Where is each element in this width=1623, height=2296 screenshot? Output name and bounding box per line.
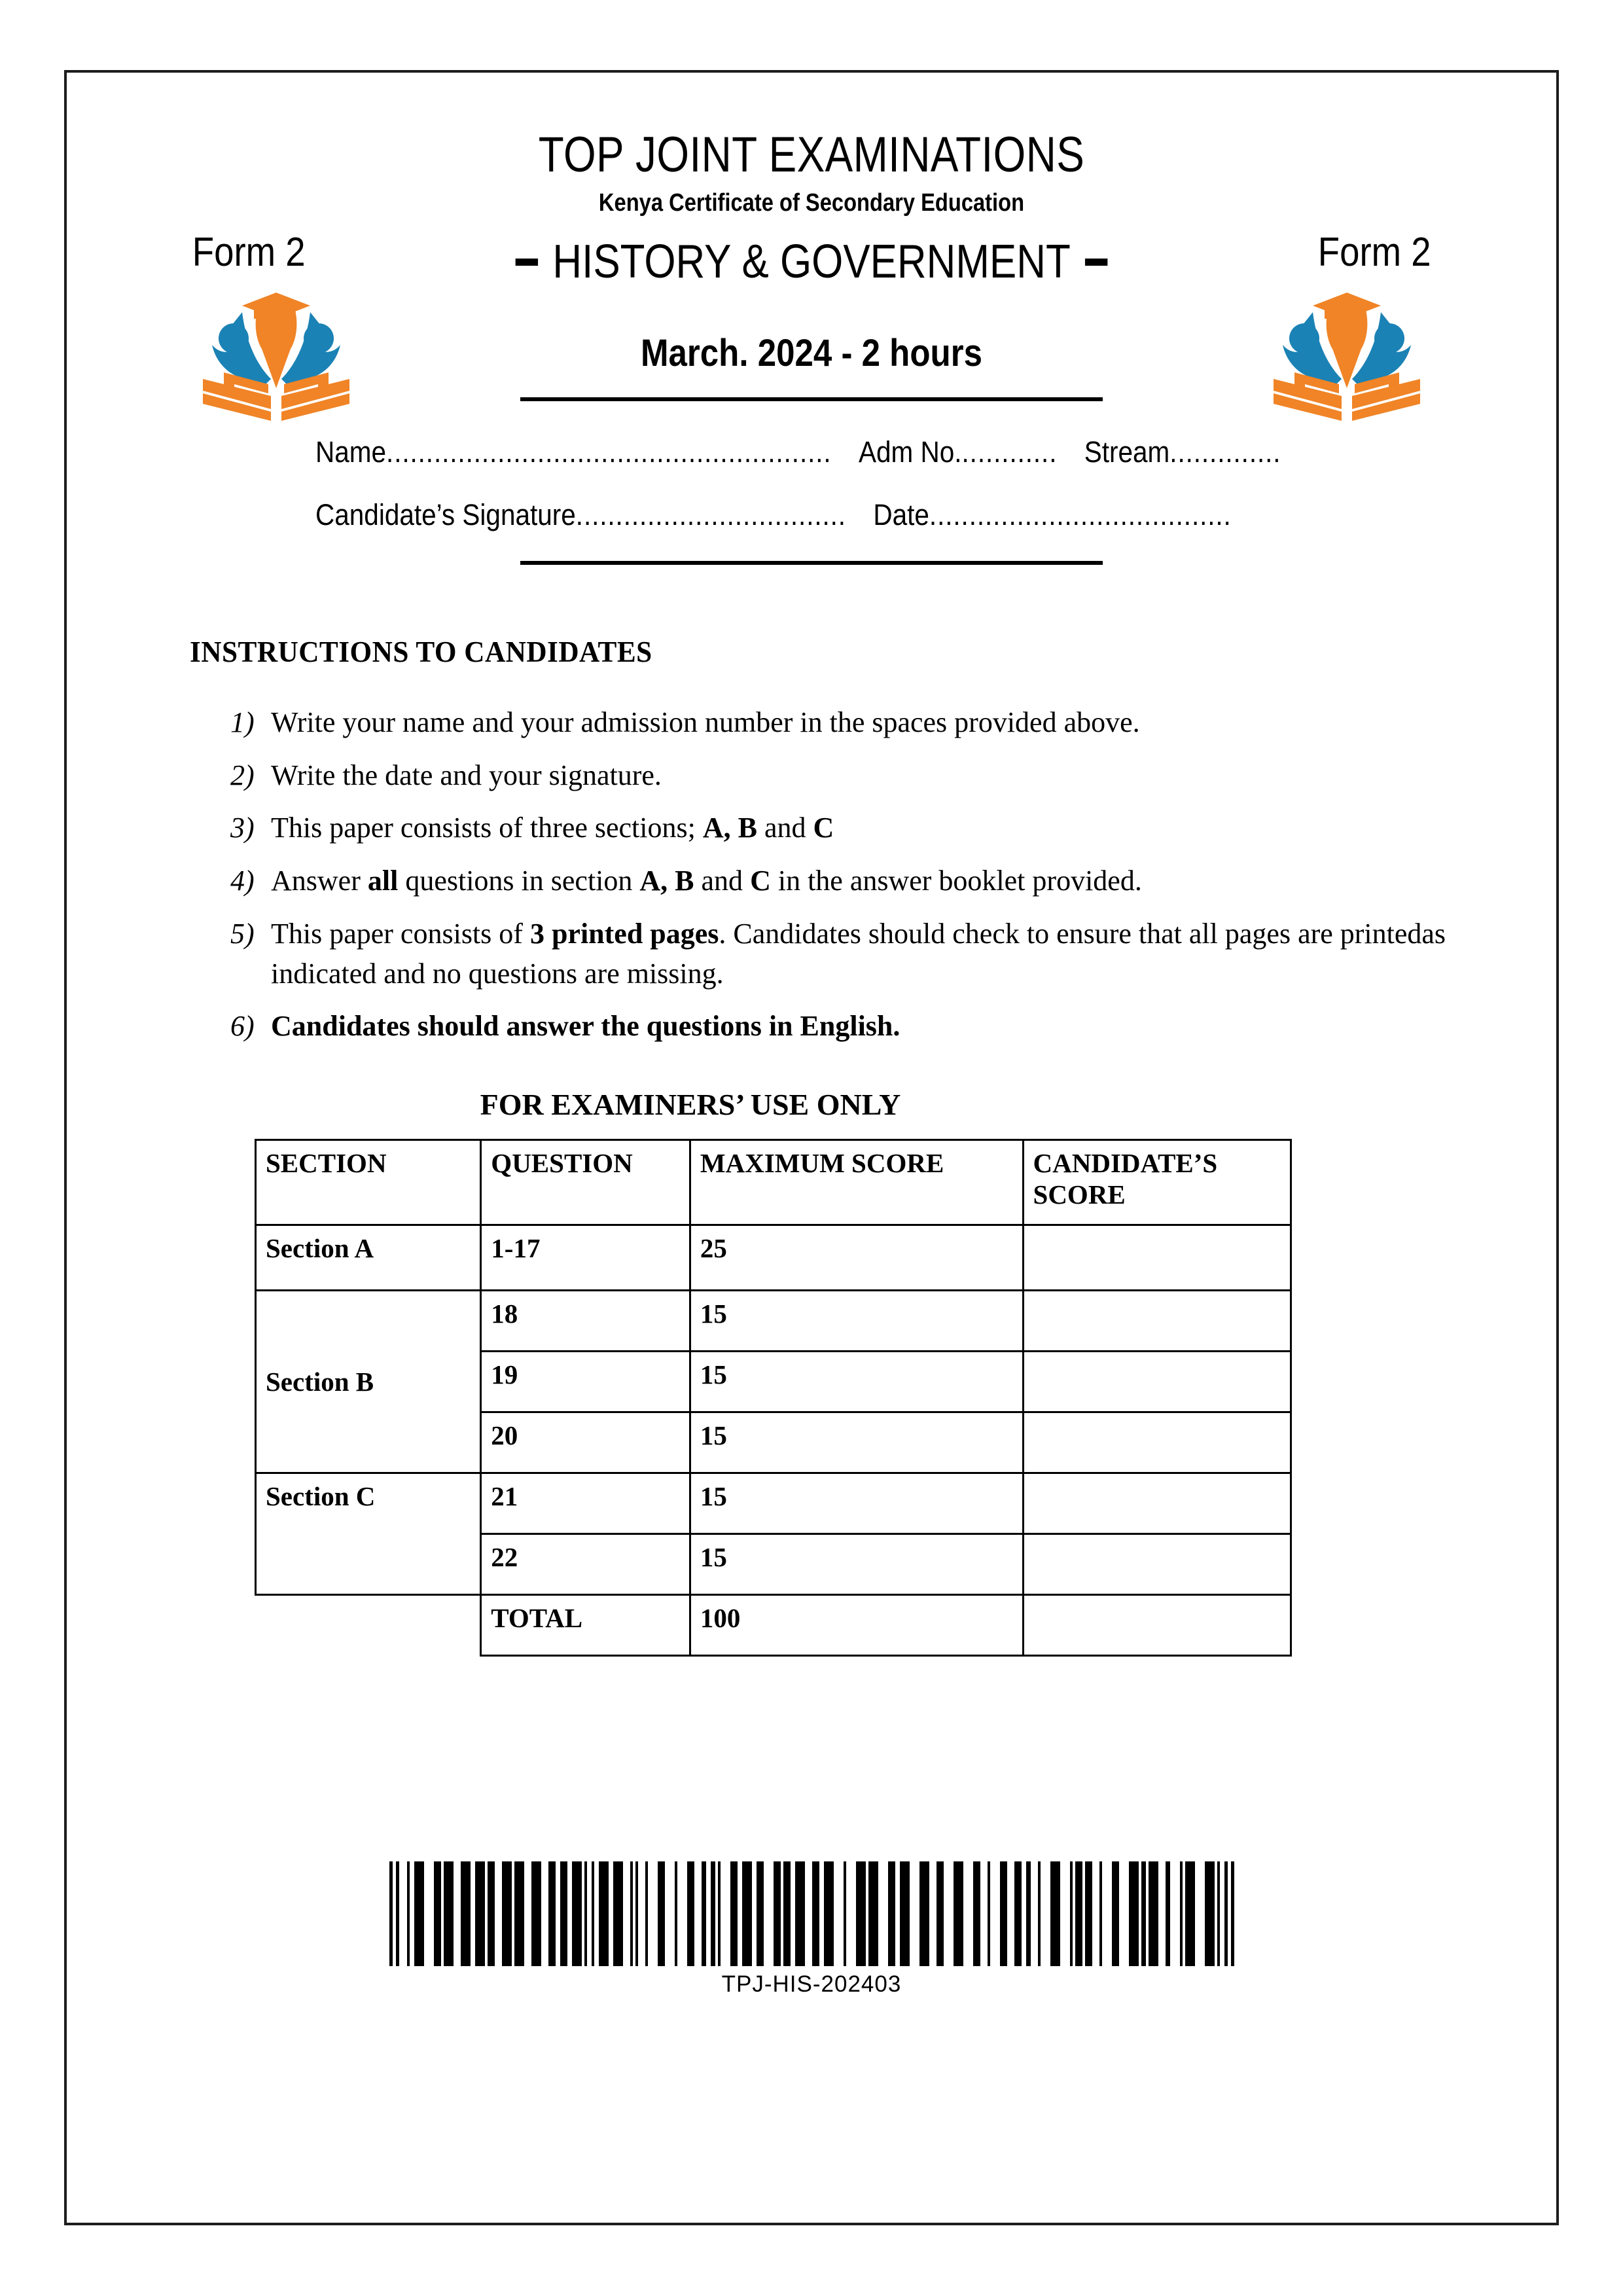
subject-line bbox=[516, 235, 1108, 289]
date-label: Date bbox=[873, 498, 929, 531]
cell-candidate-score[interactable] bbox=[1023, 1225, 1291, 1291]
cell-section: Section B bbox=[256, 1291, 481, 1473]
signature-field-row bbox=[315, 498, 1432, 532]
barcode-label: TPJ-HIS-202403 bbox=[721, 1971, 902, 1998]
signature-input-line[interactable]: .................................. bbox=[575, 498, 846, 531]
table-row bbox=[256, 1473, 1291, 1534]
cell-question: 22 bbox=[481, 1534, 690, 1595]
header bbox=[67, 73, 1556, 375]
page-frame bbox=[64, 70, 1559, 2225]
adm-no-label: Adm No. bbox=[858, 435, 962, 469]
instruction-number: 3) bbox=[230, 812, 255, 844]
instruction-text: Candidates should answer the questions in English. bbox=[271, 1010, 901, 1043]
candidate-fields bbox=[67, 435, 1556, 532]
header-candidate-score: CANDIDATE’S SCORE bbox=[1023, 1140, 1291, 1225]
cell-maximum-score: 25 bbox=[690, 1225, 1023, 1291]
table-row-total bbox=[256, 1595, 1291, 1656]
table-row bbox=[256, 1225, 1291, 1291]
form-label-right: Form 2 bbox=[1317, 230, 1431, 275]
barcode-image bbox=[389, 1861, 1234, 1966]
examiners-table-title: FOR EXAMINERS’ USE ONLY bbox=[480, 1088, 901, 1122]
cell-maximum-score: 15 bbox=[690, 1534, 1023, 1595]
instruction-number: 6) bbox=[230, 1010, 255, 1043]
logo-right bbox=[1268, 281, 1425, 431]
signature-label: Candidate’s Signature bbox=[315, 498, 576, 531]
cell-question: 19 bbox=[481, 1352, 690, 1412]
cell-maximum-score: 15 bbox=[690, 1412, 1023, 1473]
instruction-item bbox=[230, 808, 1478, 848]
instruction-number: 1) bbox=[230, 706, 255, 738]
exam-date: March. 2024 - 2 hours bbox=[641, 332, 982, 374]
cell-candidate-score[interactable] bbox=[1023, 1412, 1291, 1473]
instructions-section bbox=[67, 634, 1556, 1047]
name-input-line[interactable]: ........................................................ bbox=[386, 435, 832, 469]
exam-title: TOP JOINT EXAMINATIONS bbox=[538, 127, 1085, 183]
instructions-list bbox=[190, 703, 1478, 1047]
header-rule-bottom bbox=[520, 561, 1103, 565]
instruction-text: Answer all questions in section A, B and C in the answer booklet provided. bbox=[271, 865, 1142, 897]
cell-question: 18 bbox=[481, 1291, 690, 1352]
cell-section-empty bbox=[256, 1595, 481, 1656]
instruction-text: This paper consists of 3 printed pages. Candidates should check to ensure that all pages are printedas indicated and no questions are missing. bbox=[271, 917, 1446, 990]
stream-input-line[interactable]: .............. bbox=[1169, 435, 1281, 469]
instruction-item bbox=[230, 861, 1478, 901]
exam-subtitle: Kenya Certificate of Secondary Education bbox=[598, 189, 1025, 217]
barcode-area bbox=[67, 1853, 1556, 1998]
instruction-number: 5) bbox=[230, 917, 255, 950]
cell-candidate-score[interactable] bbox=[1023, 1473, 1291, 1534]
cell-total-candidate[interactable] bbox=[1023, 1595, 1291, 1656]
form-label-left: Form 2 bbox=[192, 230, 306, 275]
cell-question: 1-17 bbox=[481, 1225, 690, 1291]
instruction-text: Write the date and your signature. bbox=[271, 759, 662, 791]
table-row bbox=[256, 1291, 1291, 1352]
cell-maximum-score: 15 bbox=[690, 1291, 1023, 1352]
instruction-number: 4) bbox=[230, 865, 255, 897]
cell-maximum-score: 15 bbox=[690, 1473, 1023, 1534]
instructions-heading: INSTRUCTIONS TO CANDIDATES bbox=[190, 635, 652, 668]
stream-label: Stream bbox=[1084, 435, 1170, 469]
cell-candidate-score[interactable] bbox=[1023, 1534, 1291, 1595]
instruction-item bbox=[230, 1007, 1478, 1047]
name-field-row bbox=[315, 435, 1432, 469]
cell-total-label: TOTAL bbox=[481, 1595, 690, 1656]
header-rule-top bbox=[520, 397, 1103, 401]
subject-name: HISTORY & GOVERNMENT bbox=[552, 236, 1071, 288]
cell-candidate-score[interactable] bbox=[1023, 1352, 1291, 1412]
cell-candidate-score[interactable] bbox=[1023, 1291, 1291, 1352]
instruction-number: 2) bbox=[230, 759, 255, 791]
cell-question: 21 bbox=[481, 1473, 690, 1534]
table-header-row bbox=[256, 1140, 1291, 1225]
date-input-line[interactable]: ...................................... bbox=[929, 498, 1232, 531]
logo-left bbox=[198, 281, 355, 431]
header-maximum-score: MAXIMUM SCORE bbox=[690, 1140, 1023, 1225]
instruction-item bbox=[230, 703, 1478, 743]
instruction-item bbox=[230, 914, 1478, 994]
cell-section: Section C bbox=[256, 1473, 481, 1595]
cell-section: Section A bbox=[256, 1225, 481, 1291]
header-question: QUESTION bbox=[481, 1140, 690, 1225]
header-section: SECTION bbox=[256, 1140, 481, 1225]
cell-question: 20 bbox=[481, 1412, 690, 1473]
instruction-item bbox=[230, 756, 1478, 796]
cell-total-maximum: 100 bbox=[690, 1595, 1023, 1656]
instruction-text: Write your name and your admission number in the spaces provided above. bbox=[271, 706, 1140, 738]
adm-no-input-line[interactable]: ............ bbox=[961, 435, 1058, 469]
dash-left-icon bbox=[516, 259, 538, 266]
instruction-text: This paper consists of three sections; A, B and C bbox=[271, 812, 834, 844]
examiners-score-table bbox=[255, 1139, 1292, 1657]
dash-right-icon bbox=[1085, 259, 1107, 266]
cell-maximum-score: 15 bbox=[690, 1352, 1023, 1412]
name-label: Name bbox=[315, 435, 387, 469]
